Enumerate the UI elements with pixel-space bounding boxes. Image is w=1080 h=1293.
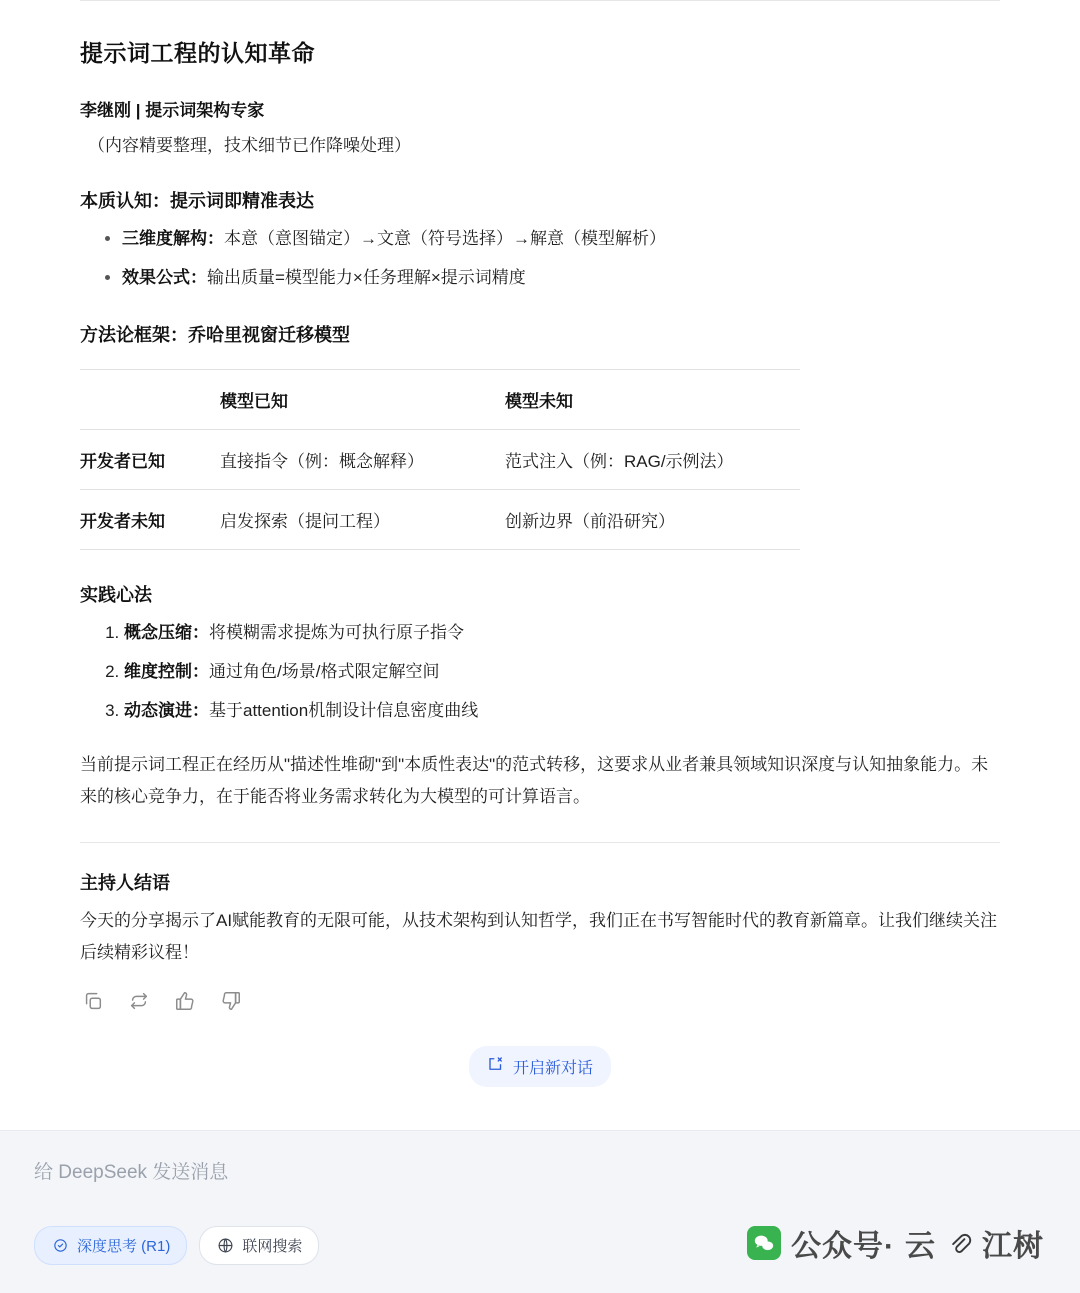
composer-tool-row xyxy=(34,1226,1046,1265)
table-cell: 范式注入（例：RAG/示例法） xyxy=(505,430,800,490)
message-action-bar xyxy=(82,990,1000,1012)
item-label: 维度控制： xyxy=(124,661,209,681)
essence-bullet-list xyxy=(80,227,1000,290)
table-row-header: 开发者已知 xyxy=(80,430,220,490)
list-item xyxy=(124,660,1000,685)
section-heading-framework: 方法论框架：乔哈里视窗迁移模型 xyxy=(80,325,350,346)
table-cell: 启发探索（提问工程） xyxy=(220,490,505,550)
top-divider xyxy=(80,0,1000,1)
new-chat-row xyxy=(80,1046,1000,1087)
watermark-text-mid: 云 xyxy=(905,1230,936,1263)
list-item xyxy=(124,621,1000,646)
table-header-row xyxy=(80,370,800,430)
item-label: 概念压缩： xyxy=(124,623,209,643)
table-row-header: 开发者未知 xyxy=(80,490,220,550)
new-chat-icon xyxy=(487,1055,505,1078)
item-text: 通过角色/场景/格式限定解空间 xyxy=(209,661,440,681)
section-divider xyxy=(80,842,1000,843)
item-label: 动态演进： xyxy=(124,700,209,720)
list-item xyxy=(122,227,1000,252)
section-heading-essence: 本质认知：提示词即精准表达 xyxy=(80,191,314,211)
table-header-cell-empty xyxy=(80,370,220,430)
message-content xyxy=(0,35,1080,1087)
section-heading-practice: 实践心法 xyxy=(80,585,152,606)
closing-body: 今天的分享揭示了AI赋能教育的无限可能，从技术架构到认知哲学，我们正在书写智能时代的教育新篇章。让我们继续关注后续精彩议程！ xyxy=(80,911,998,962)
table-header-cell-model-unknown: 模型未知 xyxy=(505,370,800,430)
new-chat-label: 开启新对话 xyxy=(512,1059,593,1077)
list-item xyxy=(124,699,1000,724)
deep-think-toggle[interactable] xyxy=(34,1226,187,1265)
table-row xyxy=(80,430,800,490)
regenerate-icon[interactable] xyxy=(128,990,150,1012)
bullet-text: 输出质量=模型能力×任务理解×提示词精度 xyxy=(207,267,526,287)
web-search-label: 联网搜索 xyxy=(242,1238,303,1255)
deep-think-label: 深度思考 (R1) xyxy=(77,1238,171,1255)
new-chat-button[interactable] xyxy=(469,1046,611,1087)
list-item xyxy=(122,266,1000,291)
closing-title: 主持人结语 xyxy=(80,873,170,894)
summary-paragraph: 当前提示词工程正在经历从"描述性堆砌"到"本质性表达"的范式转移，这要求从业者兼具领域知识深度与认知抽象能力。未来的核心竞争力，在于能否将业务需求转化为大模型的可计算语言。 xyxy=(80,755,989,806)
thumbs-up-icon[interactable] xyxy=(174,990,196,1012)
message-composer[interactable] xyxy=(0,1130,1080,1293)
sparkle-icon xyxy=(51,1237,69,1255)
web-search-toggle[interactable] xyxy=(199,1226,319,1265)
item-text: 基于attention机制设计信息密度曲线 xyxy=(209,700,479,720)
item-text: 将模糊需求提炼为可执行原子指令 xyxy=(209,623,464,643)
watermark-text-right: 江树 xyxy=(982,1230,1044,1263)
watermark-text-left: 公众号· xyxy=(791,1230,895,1263)
copy-icon[interactable] xyxy=(82,990,104,1012)
table-header-cell-model-known: 模型已知 xyxy=(220,370,505,430)
table-cell: 直接指令（例：概念解释） xyxy=(220,430,505,490)
editorial-note: （内容精要整理，技术细节已作降噪处理） xyxy=(88,136,411,155)
thumbs-down-icon[interactable] xyxy=(220,990,242,1012)
practice-numbered-list xyxy=(80,621,1000,723)
globe-icon xyxy=(216,1237,234,1255)
table-row xyxy=(80,490,800,550)
bullet-label: 三维度解构： xyxy=(122,229,224,248)
composer-placeholder[interactable]: 给 DeepSeek 发送消息 xyxy=(34,1162,229,1183)
page-title: 提示词工程的认知革命 xyxy=(80,40,315,66)
author-line: 李继刚 | 提示词架构专家 xyxy=(80,101,265,120)
table-cell: 创新边界（前沿研究） xyxy=(505,490,800,550)
bullet-label: 效果公式： xyxy=(122,267,207,287)
bullet-text: 本意（意图锚定）→文意（符号选择）→解意（模型解析） xyxy=(224,229,666,248)
johari-matrix-table xyxy=(80,369,800,550)
